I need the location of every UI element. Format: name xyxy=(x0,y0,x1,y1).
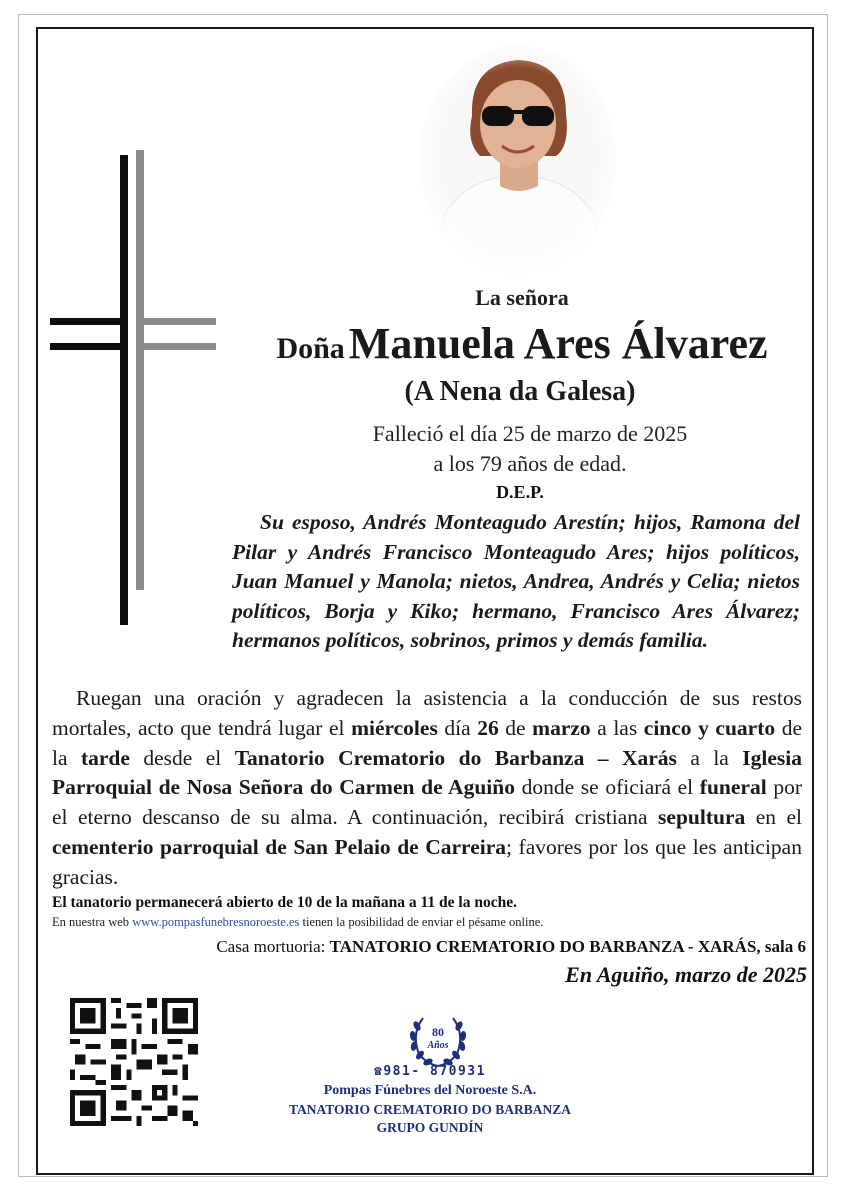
ceremony-time: cinco y cuarto xyxy=(643,715,776,740)
funeral-word: funeral xyxy=(699,775,767,800)
cemetery-name: cementerio parroquial de San Pelaio de Carreira xyxy=(52,834,507,859)
cross-gray-vertical xyxy=(136,150,144,590)
text-segment: a las xyxy=(590,715,644,740)
text-segment: ; favores por los que les anticipan gracias. xyxy=(52,834,802,889)
text-segment: Ruegan una oración y agradecen la asistencia a la conducción de sus restos mortales, acto que tendrá lugar el xyxy=(52,686,802,740)
ceremony-paragraph xyxy=(52,684,802,893)
burial-word: sepultura xyxy=(658,805,746,830)
phone-number[interactable]: ☎981- 870931 xyxy=(374,1064,486,1079)
text-segment: de la xyxy=(52,715,802,770)
anniversary-laurel-icon xyxy=(405,1010,471,1070)
text-segment: día xyxy=(437,715,478,740)
cross-black-vertical xyxy=(120,155,128,625)
cross-gray-bar-top xyxy=(136,318,216,325)
ceremony-daypart: tarde xyxy=(80,745,130,770)
web-note xyxy=(52,915,812,930)
death-date: Falleció el día 25 de marzo de 2025 xyxy=(372,421,688,446)
website-link[interactable]: www.pompasfunebresnoroeste.es xyxy=(132,915,300,929)
ceremony-month: marzo xyxy=(532,715,591,740)
age-line: a los 79 años de edad. xyxy=(433,451,627,476)
text-segment: donde se oficiará el xyxy=(514,775,700,800)
deceased-name xyxy=(232,318,812,369)
footer-tanatorio: TANATORIO CREMATORIO DO BARBANZA xyxy=(289,1102,571,1117)
cross-black-bar-top xyxy=(50,318,128,325)
cross-black-bar-bottom xyxy=(50,343,128,350)
ceremony-day: miércoles xyxy=(351,715,438,740)
cross-gray-bar-bottom xyxy=(136,343,216,350)
text-segment: de xyxy=(498,715,533,740)
ceremony-date-number: 26 xyxy=(477,715,499,740)
qr-code[interactable] xyxy=(70,998,198,1126)
departure-place: Tanatorio Crematorio do Barbanza – Xarás xyxy=(234,745,677,770)
intro-label: La señora xyxy=(475,285,569,310)
footer-group: GRUPO GUNDÍN xyxy=(376,1120,484,1135)
text-segment: desde el xyxy=(129,745,235,770)
title-prefix: Doña xyxy=(276,332,345,365)
web-note-before: En nuestra web xyxy=(52,915,133,929)
dep-label: D.E.P. xyxy=(496,482,544,502)
full-name: Manuela Ares Álvarez xyxy=(348,319,768,368)
nickname: (A Nena da Galesa) xyxy=(404,376,636,407)
anniversary-number: 80 xyxy=(432,1025,444,1039)
text-segment: en el xyxy=(745,805,802,830)
family-paragraph: Su esposo, Andrés Monteagudo Arestín; hijos, Ramona del Pilar y Andrés Francisco Monteagudo Ares; hijos políticos, Juan Manuel y Manola; nietos, Andrea, Andrés y Celia; nietos políticos, Borja y Kiko; hermano, Francisco Ares Álvarez; hermanos políticos, sobrinos, primos y demás familia. xyxy=(232,510,800,652)
anniversary-word: Años xyxy=(427,1040,449,1051)
funeral-home-label: Casa mortuoria: xyxy=(216,937,330,956)
cross-icon xyxy=(50,150,220,630)
text-segment: por el eterno descanso de su alma. A continuación, recibirá cristiana xyxy=(52,775,802,830)
place-date: En Aguiño, marzo de 2025 xyxy=(565,962,807,987)
portrait-illustration xyxy=(420,46,616,274)
text-segment: a la xyxy=(676,745,743,770)
funeral-home-line xyxy=(52,937,806,957)
church-name: Iglesia Parroquial de Nosa Señora do Carmen de Aguiño xyxy=(52,745,803,800)
opening-hours: El tanatorio permanecerá abierto de 10 de la mañana a 11 de la noche. xyxy=(52,894,517,911)
funeral-home-value: TANATORIO CREMATORIO DO BARBANZA - XARÁS, sala 6 xyxy=(329,937,806,956)
web-note-after: tienen la posibilidad de enviar el pésame online. xyxy=(299,915,544,929)
company-name: Pompas Fúnebres del Noroeste S.A. xyxy=(323,1083,537,1098)
portrait-photo xyxy=(420,46,616,274)
